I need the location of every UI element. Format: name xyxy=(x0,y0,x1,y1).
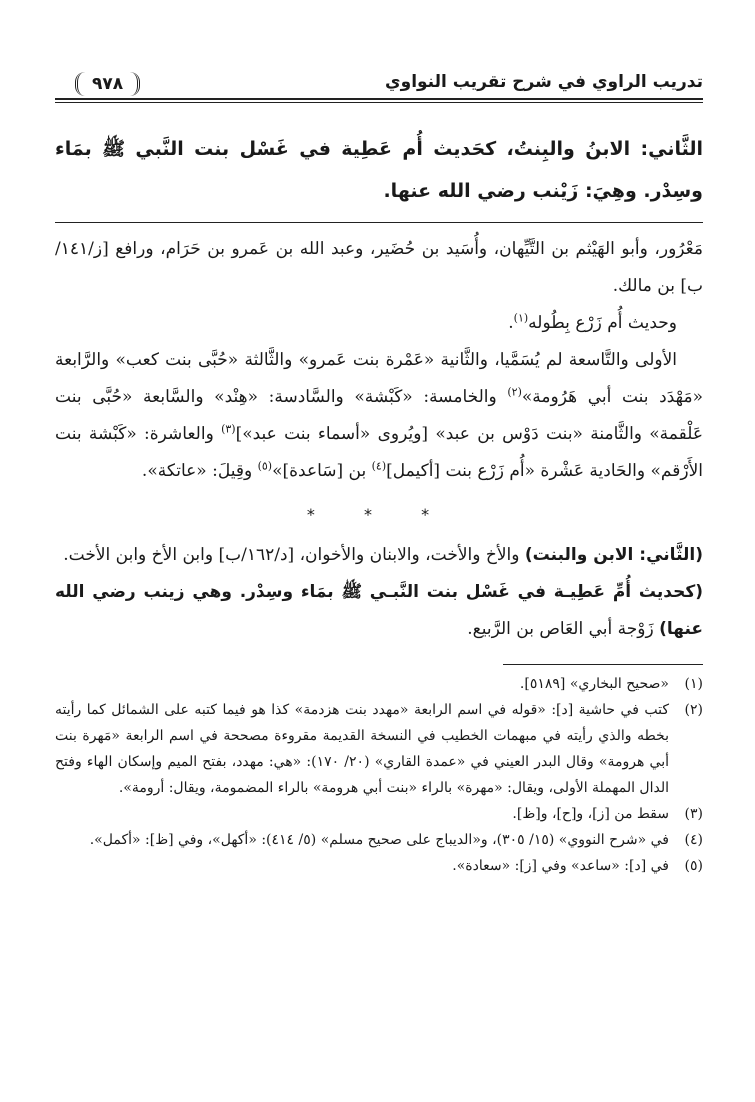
footnote-ref-2[interactable]: (٢) xyxy=(507,385,522,399)
header-rule xyxy=(55,98,703,100)
footnote xyxy=(55,697,703,801)
paragraph-1: مَعْرُور، وأبو الهَيْثم بن التَّيِّهان، وأُسَيد بن حُضَير، وعبد الله بن عَمرو بن حَرَام، ورافع [ز/١٤١/ب] بن مالك. xyxy=(55,239,703,296)
paragraph-2 xyxy=(55,305,703,342)
paragraph-3b: والخامسة: «كَبْشة» والسَّادسة: «هِنْد» والسَّابعة «حُبَّى بنت عَلْقمة» والثَّامنة «بنت دَوْس بن عبد» [ويُروى «أسماء بنت عبد»] xyxy=(55,387,703,444)
footnote-divider xyxy=(503,664,703,665)
book-page xyxy=(55,58,703,879)
footnote-ref-3[interactable]: (٣) xyxy=(221,422,236,436)
paragraph-2-text: وحديث أُم زَرْع بِطُوله xyxy=(528,313,677,333)
footnote-number: (١) xyxy=(684,676,703,692)
header-rule-thin xyxy=(55,102,703,103)
paragraph-2-end: . xyxy=(508,313,514,333)
footnote-number: (٢) xyxy=(684,702,703,718)
page-number: ٩٧٨ xyxy=(75,72,140,96)
paragraph-5-quote: (كحديث أُمِّ عَطِيـة في غَسْل بنت النَّبـي ﷺ بمَاء وسِدْر. وهي زينب رضي الله عنها) xyxy=(55,582,703,639)
footnote-number: (٤) xyxy=(684,832,703,848)
paragraph-3e: وقِيلَ: «عاتكة». xyxy=(141,461,258,481)
footnote-number: (٥) xyxy=(684,858,703,874)
footnote xyxy=(55,853,703,879)
footnote-ref-4[interactable]: (٤) xyxy=(371,459,387,473)
footnotes xyxy=(55,671,703,879)
page-header xyxy=(55,58,703,100)
footnote-text: في [د]: «ساعد» وفي [ز]: «سعادة». xyxy=(452,858,669,874)
footnote-text: سقط من [ز]، و[ح]، و[ظ]. xyxy=(512,806,669,822)
paragraph-3a: الأولى والتَّاسعة لم يُسَمَّيا، والثَّانية «عَمْرة بنت عَمرو» والثَّالثة «حُبَّى بنت كعب» والرَّابعة «مَهْدَد بنت أبي هَرُومة» xyxy=(55,350,703,407)
matn-text: الثَّاني: الابنُ والبِنتُ، كحَديث أُم عَطِية في غَسْل بنت النَّبي ﷺ بمَاء وسِدْر. وهِيَ: زَيْنب رضي الله عنها. xyxy=(55,138,703,202)
paragraph-4-quote: (الثَّاني: الابن والبنت) xyxy=(524,545,703,565)
commentary xyxy=(55,231,703,648)
footnote-ref-1[interactable]: (١) xyxy=(513,311,529,325)
paragraph-3d: بن [سَاعدة]» xyxy=(272,461,372,481)
matn-divider xyxy=(55,222,703,223)
paragraph-3c: والعاشرة: «كَبْشة بنت الأَرْقم» والحَادية عَشْرة «أُم زَرْع بنت [أكيمل] xyxy=(55,424,703,481)
footnote-text: كتب في حاشية [د]: «قوله في اسم الرابعة «مهدد بنت هزدمة» كذا هو فيما كتبه على الشمائل كما رأيته بخطه والذي رأيته في مبهمات الخطيب في النسخة القديمة مقروءة مصححة في اسم الرابعة «مَهرة بنت أبي هرومة» وقال البدر العيني في «عمدة القاري» (٢٠/ ١٧٠): «هي: مهدد، بفتح الميم وإسكان الهاء وفتح الدال المهملة الأولى، ويقال: «مهرة» بالراء «بنت أبي هرومة» بالراء المضمومة، ويقال: أرومة». xyxy=(55,702,669,796)
paragraph-3 xyxy=(55,342,703,490)
running-title: تدريب الراوي في شرح تقريب النواوي xyxy=(385,72,703,92)
footnote-text: في «شرح النووي» (١٥/ ٣٠٥)، و«الديباج على صحيح مسلم» (٥/ ٤١٤): «أكهل»، وفي [ظ]: «أكمل». xyxy=(89,832,669,848)
footnote xyxy=(55,671,703,697)
section-separator: * * * xyxy=(306,505,452,524)
paragraph-4-text: والأخ والأخت، والابنان والأخوان، [د/١٦٢/ب] وابن الأخ وابن الأخت. xyxy=(63,545,525,565)
paragraph-4 xyxy=(55,537,703,574)
footnote xyxy=(55,801,703,827)
paragraph-5 xyxy=(55,574,703,648)
paragraph-5-text: زَوْجة أبي العَاص بن الرَّبيع. xyxy=(467,619,660,639)
footnote-number: (٣) xyxy=(684,806,703,822)
footnote-text: «صحيح البخاري» [٥١٨٩]. xyxy=(519,676,669,692)
footnote xyxy=(55,827,703,853)
footnote-ref-5[interactable]: (٥) xyxy=(257,459,273,473)
